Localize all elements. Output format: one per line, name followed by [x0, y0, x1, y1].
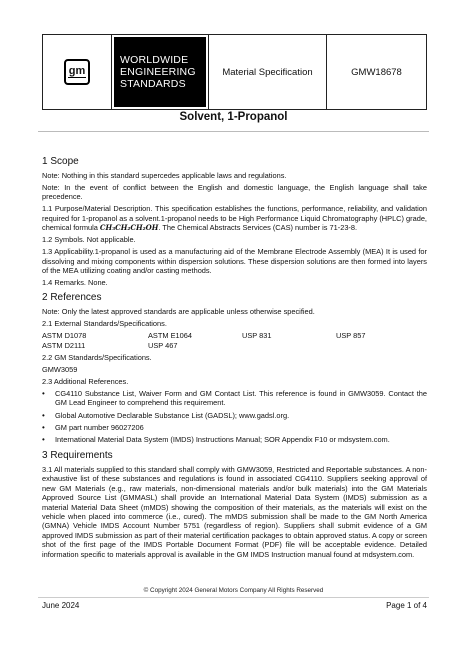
external-ref: ASTM E1064 — [148, 331, 192, 341]
scope-note-2: Note: In the event of conflict between the English and domestic language, the English language shall take precedence. — [42, 183, 427, 202]
ws-line-2: ENGINEERING — [120, 66, 196, 78]
additional-references-list — [42, 389, 427, 445]
footer-date: June 2024 — [42, 601, 80, 610]
purpose-paragraph — [42, 204, 427, 232]
gm-logo-text: gm — [68, 65, 86, 77]
section-3-heading: 3 Requirements — [42, 449, 113, 461]
chemical-formula: CH₃CH₂CH₂OH — [99, 223, 159, 233]
document-title: Solvent, 1-Propanol — [179, 111, 288, 123]
scope-note-1: Note: Nothing in this standard supercedes applicable laws and regulations. — [42, 171, 287, 180]
document-body — [42, 151, 427, 562]
external-ref: USP 831 — [242, 331, 272, 341]
references-note: Note: Only the latest approved standards are applicable unless otherwise specified. — [42, 307, 315, 317]
copyright-notice: © Copyright 2024 General Motors Company All Rights Reserved — [143, 587, 324, 594]
external-standards-heading: 2.1 External Standards/Specifications. — [42, 319, 167, 329]
section-1-heading: 1 Scope — [42, 156, 79, 167]
title-divider — [38, 131, 429, 132]
symbols-paragraph: 1.2 Symbols. Not applicable. — [42, 235, 136, 245]
worldwide-standards-box — [114, 37, 206, 107]
logo-cell — [43, 35, 112, 109]
purpose-text-b: . The Chemical Abstracts Services (CAS) number is 71-23-8. — [158, 223, 358, 233]
list-item: • International Material Data System (IMDS) Instructions Manual; SOR Appendix F10 or mdsystem.com. — [42, 435, 427, 444]
gm-standard-ref: GMW3059 — [42, 364, 78, 374]
applicability-paragraph: 1.3 Applicability.1-propanol is used as a manufacturing aid of the Membrane Electrode Assembly (MEA) It is used for dissolving and mixing components within dispersion solutions. These dispersion solutions are then formed into layers of the MEA utilizing coating and/or casting methods. — [42, 247, 427, 276]
header-table — [42, 34, 427, 110]
list-item: • Global Automotive Declarable Substance List (GADSL); www.gadsl.org. — [42, 411, 427, 420]
remarks-paragraph: 1.4 Remarks. None. — [42, 278, 108, 288]
gm-standards-heading: 2.2 GM Standards/Specifications. — [42, 352, 152, 362]
list-item: • GM part number 96027206 — [42, 423, 427, 432]
footer-divider — [38, 597, 429, 598]
list-item: • CG4110 Substance List, Waiver Form and GM Contact List. This reference is found in GMW3059. Contact the GM Lead Engineer to comprehend this requirement. — [42, 389, 427, 408]
external-ref: ASTM D2111 — [42, 340, 86, 350]
external-ref: ASTM D1078 — [42, 331, 87, 341]
external-ref: USP 857 — [336, 331, 366, 341]
footer-page-number: Page 1 of 4 — [386, 601, 427, 610]
ws-line-3: STANDARDS — [120, 78, 186, 90]
additional-references-heading: 2.3 Additional References. — [42, 376, 129, 386]
external-standards-list — [42, 331, 427, 350]
section-2-heading: 2 References — [42, 292, 102, 304]
external-ref: USP 467 — [148, 340, 178, 350]
doc-number-cell: GMW18678 — [351, 66, 402, 78]
worldwide-standards-cell — [112, 35, 209, 109]
gm-logo-icon — [64, 59, 90, 85]
ws-line-1: WORLDWIDE — [120, 54, 189, 66]
doc-type-cell: Material Specification — [209, 35, 327, 109]
purpose-text-a: 1.1 Purpose/Material Description. This specification establishes the functions, performance, reliability, and validation required for 1-propanol as a solvent.1-propanol needs to be High Performance Liquid Chromatography (HPLC) grade, chemical formula — [42, 204, 427, 233]
requirements-paragraph: 3.1 All materials supplied to this standard shall comply with GMW3059, Restricted and Reportable substances. A non-exhaustive list of these substances and regulations is found in associated CG4110. Suppliers seeking approval of new GM Materials (e.g., raw materials, non-dimensional materials and/or bulk materials) into the GM Materials Approved Source List (GMMASL) shall provide an International Material Data System (IMDS) submission as a material Material Data Sheet (mMDS) showing the composition of their materials, as the materials will exist on the vehicle when placed into commerce (i.e., cured). The mMDS submission shall be made to the GM North America (GMNA) Vehicle IMDS Account Number 5751 (regardless of region). Suppliers shall submit evidence of a GM approved IMDS submission as part of their material certification packages to obtain approved status. A copy or screen shot of the first page of the IMDS Portable Document Format (PDF) file will be acceptable evidence. Detailed information specific to materials approval is available in the GM IMDS Instruction manual found at mdsystem.com. — [42, 464, 427, 559]
